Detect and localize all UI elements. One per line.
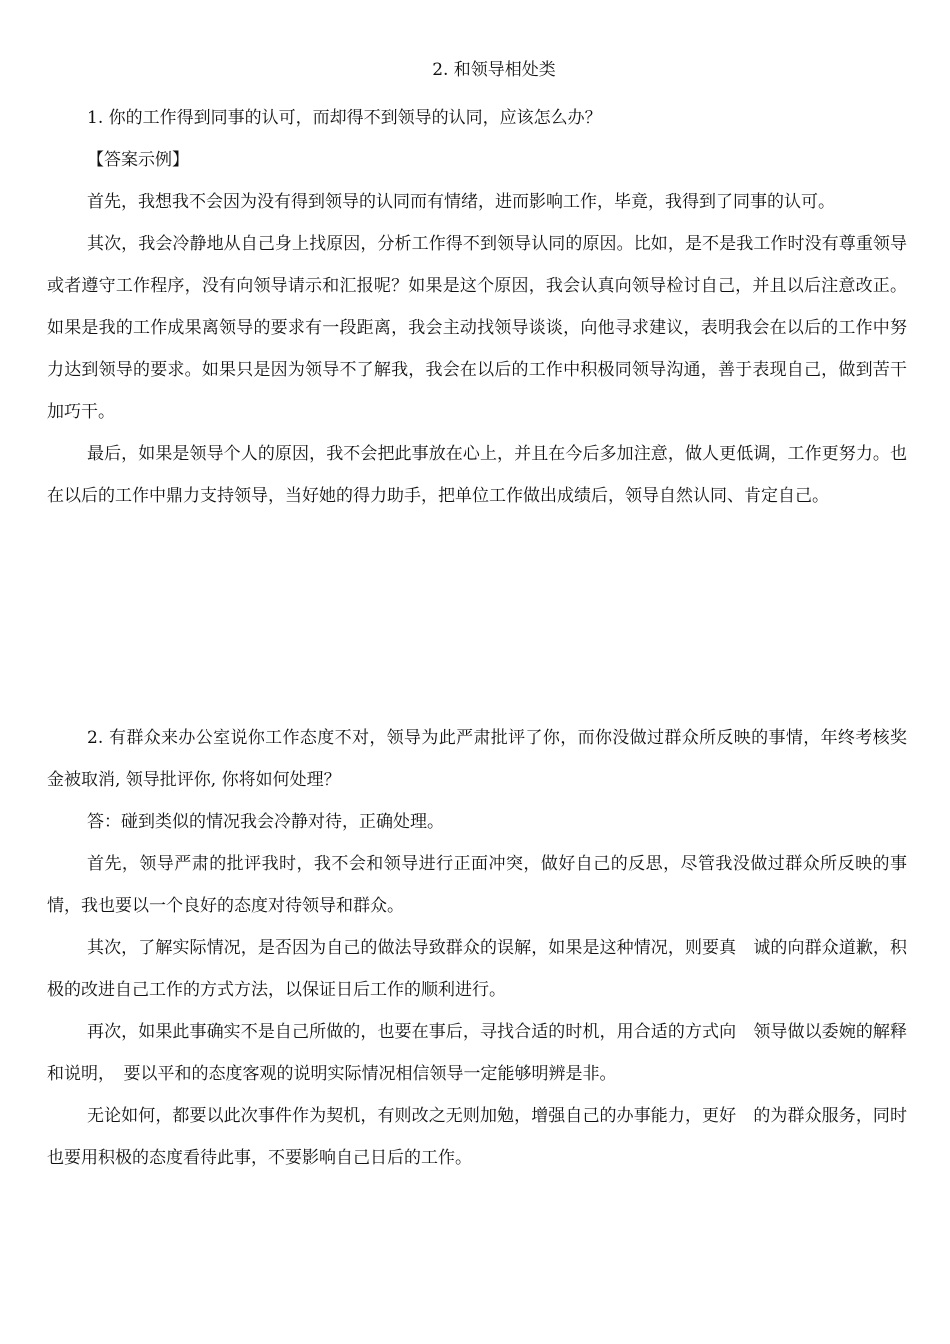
question-2-block: [47, 717, 907, 1179]
question-1-block: [47, 97, 907, 517]
answer-example-label: 【答案示例】: [87, 150, 189, 170]
question-2-text: 2. 有群众来办公室说你工作态度不对，领导为此严肃批评了你，而你没做过群众所反映的事情，年终考核奖金被取消, 领导批评你, 你将如何处理？: [47, 728, 907, 790]
q2-paragraph-first: 首先，领导严肃的批评我时，我不会和领导进行正面冲突，做好自己的反思，尽管我没做过群众所反映的事情，我也要以一个良好的态度对待领导和群众。: [47, 854, 907, 916]
q1-paragraph-second: 其次，我会冷静地从自己身上找原因，分析工作得不到领导认同的原因。比如，是不是我工作时没有尊重领导或者遵守工作程序，没有向领导请示和汇报呢？如果是这个原因，我会认真向领导检讨自己，并且以后注意改正。如果是我的工作成果离领导的要求有一段距离，我会主动找领导谈谈，向他寻求建议，表明我会在以后的工作中努力达到领导的要求。如果只是因为领导不了解我，我会在以后的工作中积极同领导沟通，善于表现自己，做到苦干加巧干。: [47, 234, 907, 422]
section-title: 2. 和领导相处类: [432, 60, 556, 80]
q2-answer-intro: 答：碰到类似的情况我会冷静对待，正确处理。: [87, 812, 444, 832]
q2-paragraph-third: 再次，如果此事确实不是自己所做的，也要在事后，寻找合适的时机，用合适的方式向 领导做以委婉的解释和说明， 要以平和的态度客观的说明实际情况相信领导一定能够明辨是非。: [47, 1022, 907, 1084]
question-1-text: 1. 你的工作得到同事的认可，而却得不到领导的认同，应该怎么办？: [87, 108, 602, 128]
q1-paragraph-last: 最后，如果是领导个人的原因，我不会把此事放在心上，并且在今后多加注意，做人更低调，工作更努力。也在以后的工作中鼎力支持领导，当好她的得力助手，把单位工作做出成绩后，领导自然认同、肯定自己。: [47, 444, 907, 506]
q2-paragraph-second: 其次，了解实际情况，是否因为自己的做法导致群众的误解，如果是这种情况，则要真 诚的向群众道歉，积极的改进自己工作的方式方法，以保证日后工作的顺利进行。: [47, 938, 907, 1000]
q1-paragraph-first: 首先，我想我不会因为没有得到领导的认同而有情绪，进而影响工作，毕竟，我得到了同事的认可。: [87, 192, 835, 212]
q2-paragraph-last: 无论如何，都要以此次事件作为契机，有则改之无则加勉，增强自己的办事能力，更好 的为群众服务，同时也要用积极的态度看待此事，不要影响自己日后的工作。: [47, 1106, 907, 1168]
